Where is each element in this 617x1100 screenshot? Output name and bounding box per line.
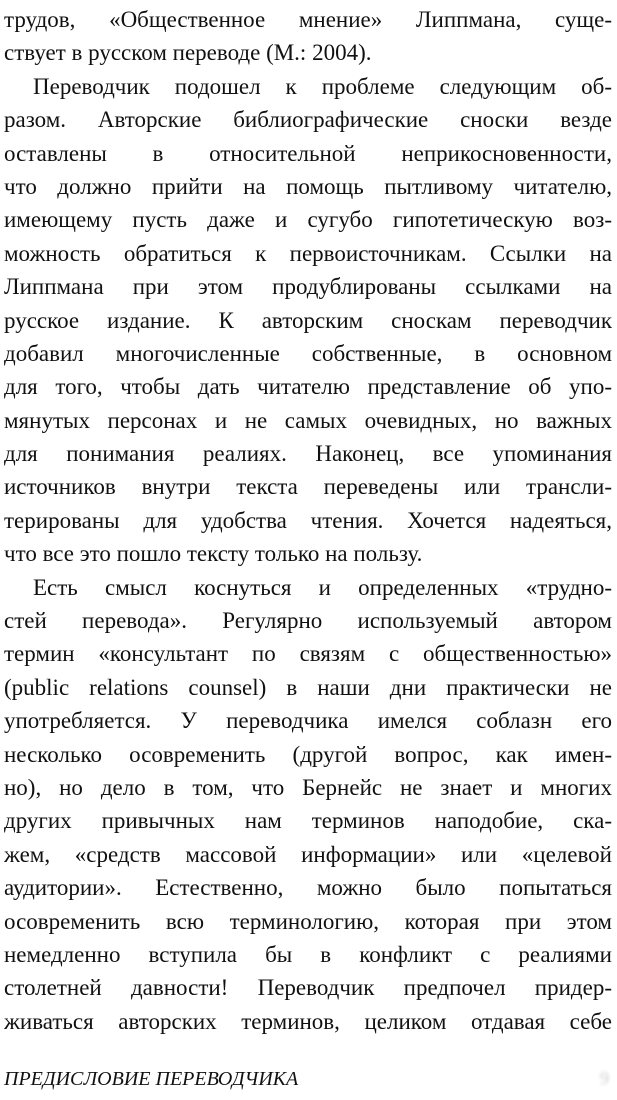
text-line: что должно прийти на помощь пытливому читателю, <box>4 173 612 199</box>
text-line: осовременить всю терминологию, которая при этом <box>4 908 612 934</box>
text-line: но), но дело в том, что Бернейс не знает и многих <box>4 774 612 800</box>
text-line: немедленно вступила бы в конфликт с реалиями <box>4 941 612 967</box>
running-head: ПРЕДИСЛОВИЕ ПЕРЕВОДЧИКА <box>4 1068 299 1090</box>
text-line: мянутых персонах и не самых очевидных, но важных <box>4 407 612 433</box>
text-line: русское издание. К авторским сноскам переводчик <box>4 307 612 333</box>
text-line: термин «консультант по связям с общественностью» <box>4 641 612 667</box>
text-line: столетней давности! Переводчик предпочел придер- <box>4 975 612 1001</box>
page-footer <box>4 1068 613 1094</box>
text-line: стей перевода». Регулярно используемый автором <box>4 608 612 634</box>
page-number: 9 <box>600 1068 609 1088</box>
text-line: жем, «средств массовой информации» или «целевой <box>4 841 612 867</box>
text-line: разом. Авторские библиографические сноски везде <box>4 107 612 133</box>
paragraph-first-line: Есть смысл коснуться и определенных «трудно- <box>33 574 612 600</box>
text-line: трудов, «Общественное мнение» Липпмана, суще- <box>4 7 612 32</box>
text-line: живаться авторских терминов, целиком отдавая себе <box>4 1008 612 1034</box>
text-line: источников внутри текста переведены или трансли- <box>4 474 612 500</box>
text-line: аудитории». Естественно, можно было попытаться <box>4 875 612 901</box>
text-line: что все это пошло тексту только на пользу. <box>4 541 423 567</box>
paragraph-first-line: Переводчик подошел к проблеме следующим об- <box>33 73 612 99</box>
text-line: несколько осовременить (другой вопрос, как имен- <box>4 741 612 767</box>
text-line: для понимания реалиях. Наконец, все упоминания <box>4 441 612 467</box>
text-line: терированы для удобства чтения. Хочется надеяться, <box>4 507 612 533</box>
text-line: (public relations counsel) в наши дни практически не <box>4 674 612 700</box>
body-text <box>4 3 612 1038</box>
text-line: ствует в русском переводе (М.: 2004). <box>4 40 372 66</box>
text-line: употребляется. У переводчика имелся соблазн его <box>4 708 612 734</box>
text-line: оставлены в относительной неприкосновенности, <box>4 140 612 166</box>
text-line: Липпмана при этом продублированы ссылками на <box>4 274 612 300</box>
text-line: для того, чтобы дать читателю представление об упо- <box>4 374 612 400</box>
text-line: имеющему пусть даже и сугубо гипотетическую воз- <box>4 207 612 233</box>
text-line: можность обратиться к первоисточникам. Ссылки на <box>4 240 612 266</box>
text-line: добавил многочисленные собственные, в основном <box>4 340 612 366</box>
text-line: других привычных нам терминов наподобие, ска- <box>4 808 612 834</box>
